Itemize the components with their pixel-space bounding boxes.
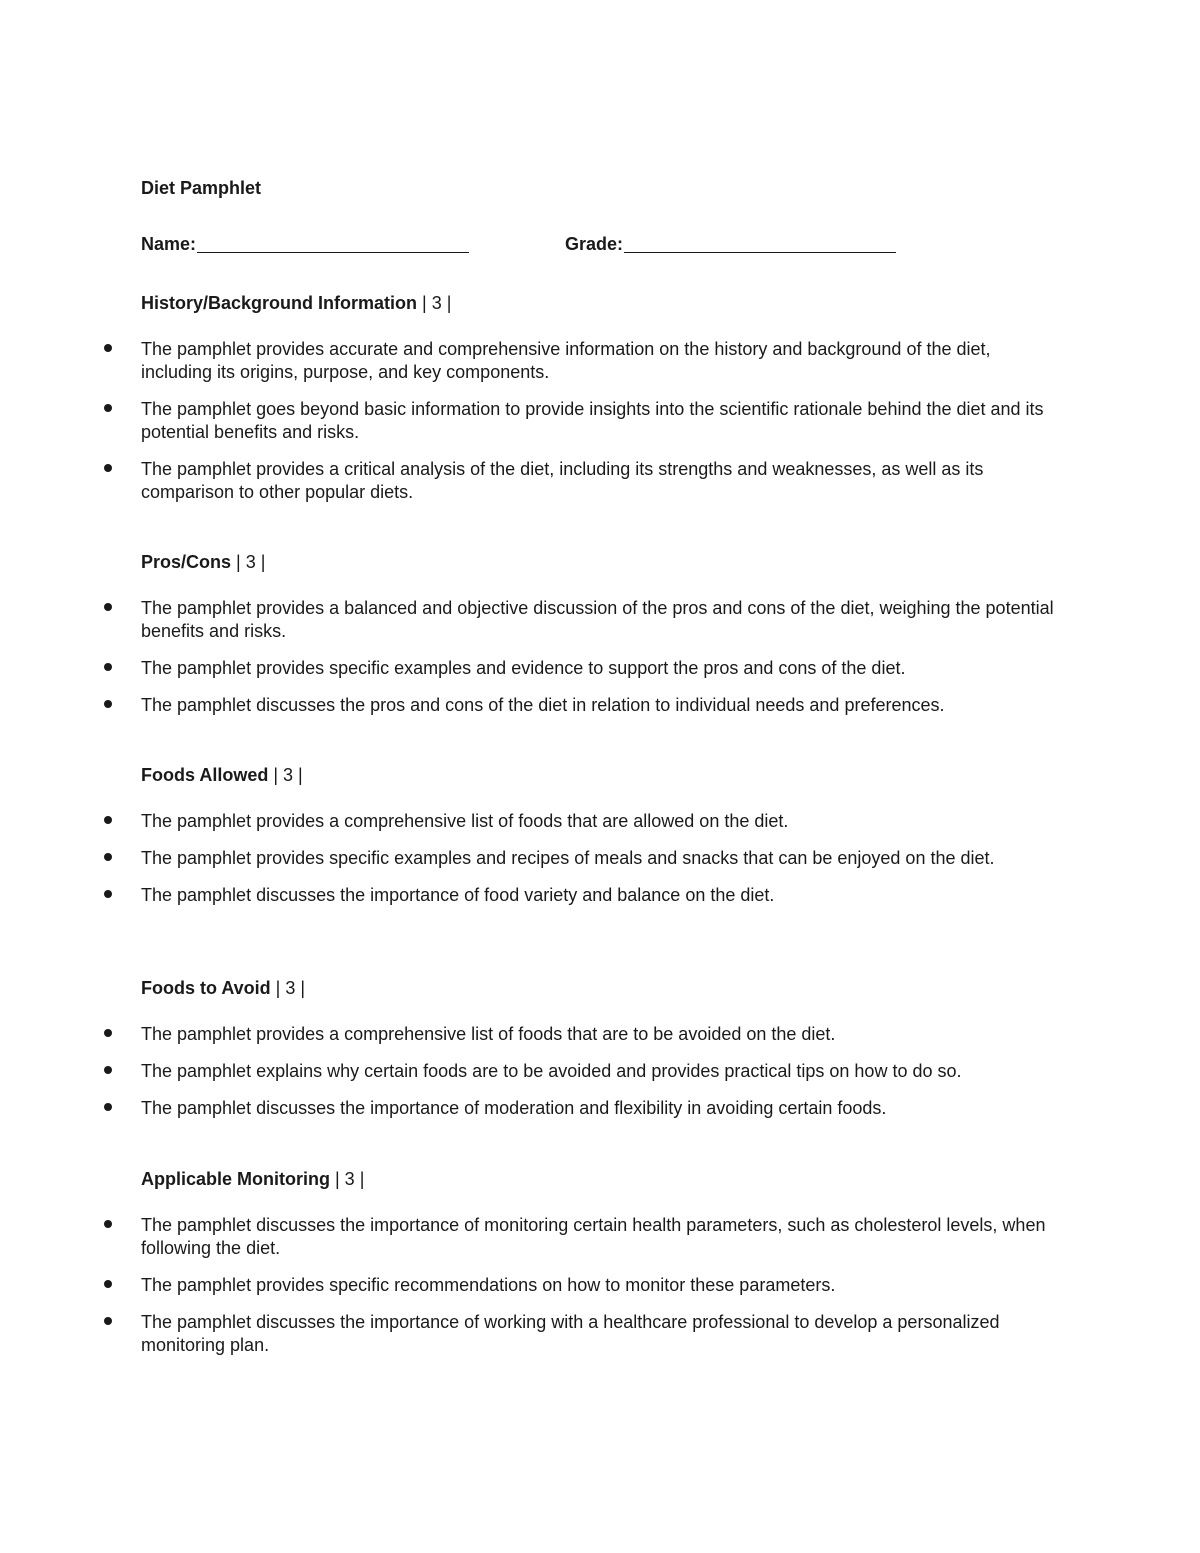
bullet-item — [0, 338, 1061, 384]
bullet-text: The pamphlet provides specific recommendations on how to monitor these parameters. — [141, 1275, 836, 1295]
bullet-dot — [104, 816, 112, 824]
bullet-text: The pamphlet provides specific examples and recipes of meals and snacks that can be enjoyed on the diet. — [141, 848, 995, 868]
bullet-text: The pamphlet provides a comprehensive list of foods that are to be avoided on the diet. — [141, 1024, 836, 1044]
grade-field — [565, 234, 896, 255]
bullet-item — [0, 1274, 1061, 1297]
section-heading — [141, 1168, 364, 1190]
section-heading-text: History/Background Information — [141, 293, 418, 313]
bullet-dot — [104, 1280, 112, 1288]
bullet-text: The pamphlet discusses the importance of working with a healthcare professional to develop a personalized monitoring plan. — [141, 1312, 1000, 1355]
bullet-list — [0, 338, 1200, 518]
bullet-list — [0, 810, 1200, 921]
bullet-dot — [104, 1220, 112, 1228]
bullet-text: The pamphlet provides a critical analysis of the diet, including its strengths and weaknesses, as well as its comparison to other popular diets. — [141, 459, 984, 502]
section-heading-text: Foods Allowed — [141, 765, 269, 785]
section-heading — [141, 292, 451, 314]
bullet-dot — [104, 1317, 112, 1325]
name-field — [141, 234, 469, 255]
section-heading — [141, 551, 265, 573]
section-heading — [141, 764, 303, 786]
bullet-dot — [104, 603, 112, 611]
section-score: | 3 | — [417, 293, 452, 313]
section-score: | 3 | — [270, 978, 306, 998]
section-score: | 3 | — [231, 552, 266, 572]
bullet-dot — [104, 344, 112, 352]
grade-blank-line — [624, 234, 896, 253]
bullet-text: The pamphlet discusses the importance of monitoring certain health parameters, such as cholesterol levels, when following the diet. — [141, 1215, 1046, 1258]
bullet-item — [0, 1060, 1061, 1083]
bullet-item — [0, 1214, 1061, 1260]
bullet-item — [0, 1023, 1061, 1046]
bullet-text: The pamphlet provides specific examples and evidence to support the pros and cons of the diet. — [141, 658, 906, 678]
name-blank-line — [197, 234, 469, 253]
bullet-list — [0, 597, 1200, 731]
bullet-text: The pamphlet provides a comprehensive list of foods that are allowed on the diet. — [141, 811, 789, 831]
bullet-text: The pamphlet provides accurate and comprehensive information on the history and background of the diet, including its origins, purpose, and key components. — [141, 339, 991, 382]
bullet-dot — [104, 1029, 112, 1037]
name-label: Name: — [141, 234, 197, 254]
bullet-text: The pamphlet discusses the pros and cons of the diet in relation to individual needs and preferences. — [141, 695, 945, 715]
bullet-dot — [104, 1103, 112, 1111]
bullet-item — [0, 694, 1061, 717]
section-score: | 3 | — [268, 765, 303, 785]
bullet-dot — [104, 890, 112, 898]
bullet-item — [0, 597, 1061, 643]
bullet-dot — [104, 700, 112, 708]
bullet-item — [0, 458, 1061, 504]
section-heading-text: Applicable Monitoring — [141, 1169, 330, 1189]
bullet-list — [0, 1214, 1200, 1371]
bullet-item — [0, 1311, 1061, 1357]
bullet-dot — [104, 404, 112, 412]
bullet-text: The pamphlet explains why certain foods are to be avoided and provides practical tips on how to do so. — [141, 1061, 962, 1081]
bullet-text: The pamphlet discusses the importance of moderation and flexibility in avoiding certain foods. — [141, 1098, 887, 1118]
section-heading-text: Pros/Cons — [141, 552, 232, 572]
bullet-dot — [104, 853, 112, 861]
bullet-item — [0, 847, 1061, 870]
grade-label: Grade: — [565, 234, 624, 254]
bullet-item — [0, 884, 1061, 907]
bullet-item — [0, 398, 1061, 444]
section-score: | 3 | — [330, 1169, 365, 1189]
bullet-text: The pamphlet provides a balanced and objective discussion of the pros and cons of the diet, weighing the potential benefits and risks. — [141, 598, 1054, 641]
bullet-item — [0, 810, 1061, 833]
section-heading-text: Foods to Avoid — [141, 978, 271, 998]
bullet-dot — [104, 464, 112, 472]
bullet-dot — [104, 1066, 112, 1074]
bullet-item — [0, 1097, 1061, 1120]
name-grade-row — [141, 234, 941, 260]
bullet-dot — [104, 663, 112, 671]
bullet-item — [0, 657, 1061, 680]
bullet-text: The pamphlet discusses the importance of food variety and balance on the diet. — [141, 885, 775, 905]
section-heading — [141, 977, 305, 999]
bullet-list — [0, 1023, 1200, 1134]
bullet-text: The pamphlet goes beyond basic information to provide insights into the scientific rationale behind the diet and its potential benefits and risks. — [141, 399, 1044, 442]
document-title: Diet Pamphlet — [141, 178, 262, 198]
